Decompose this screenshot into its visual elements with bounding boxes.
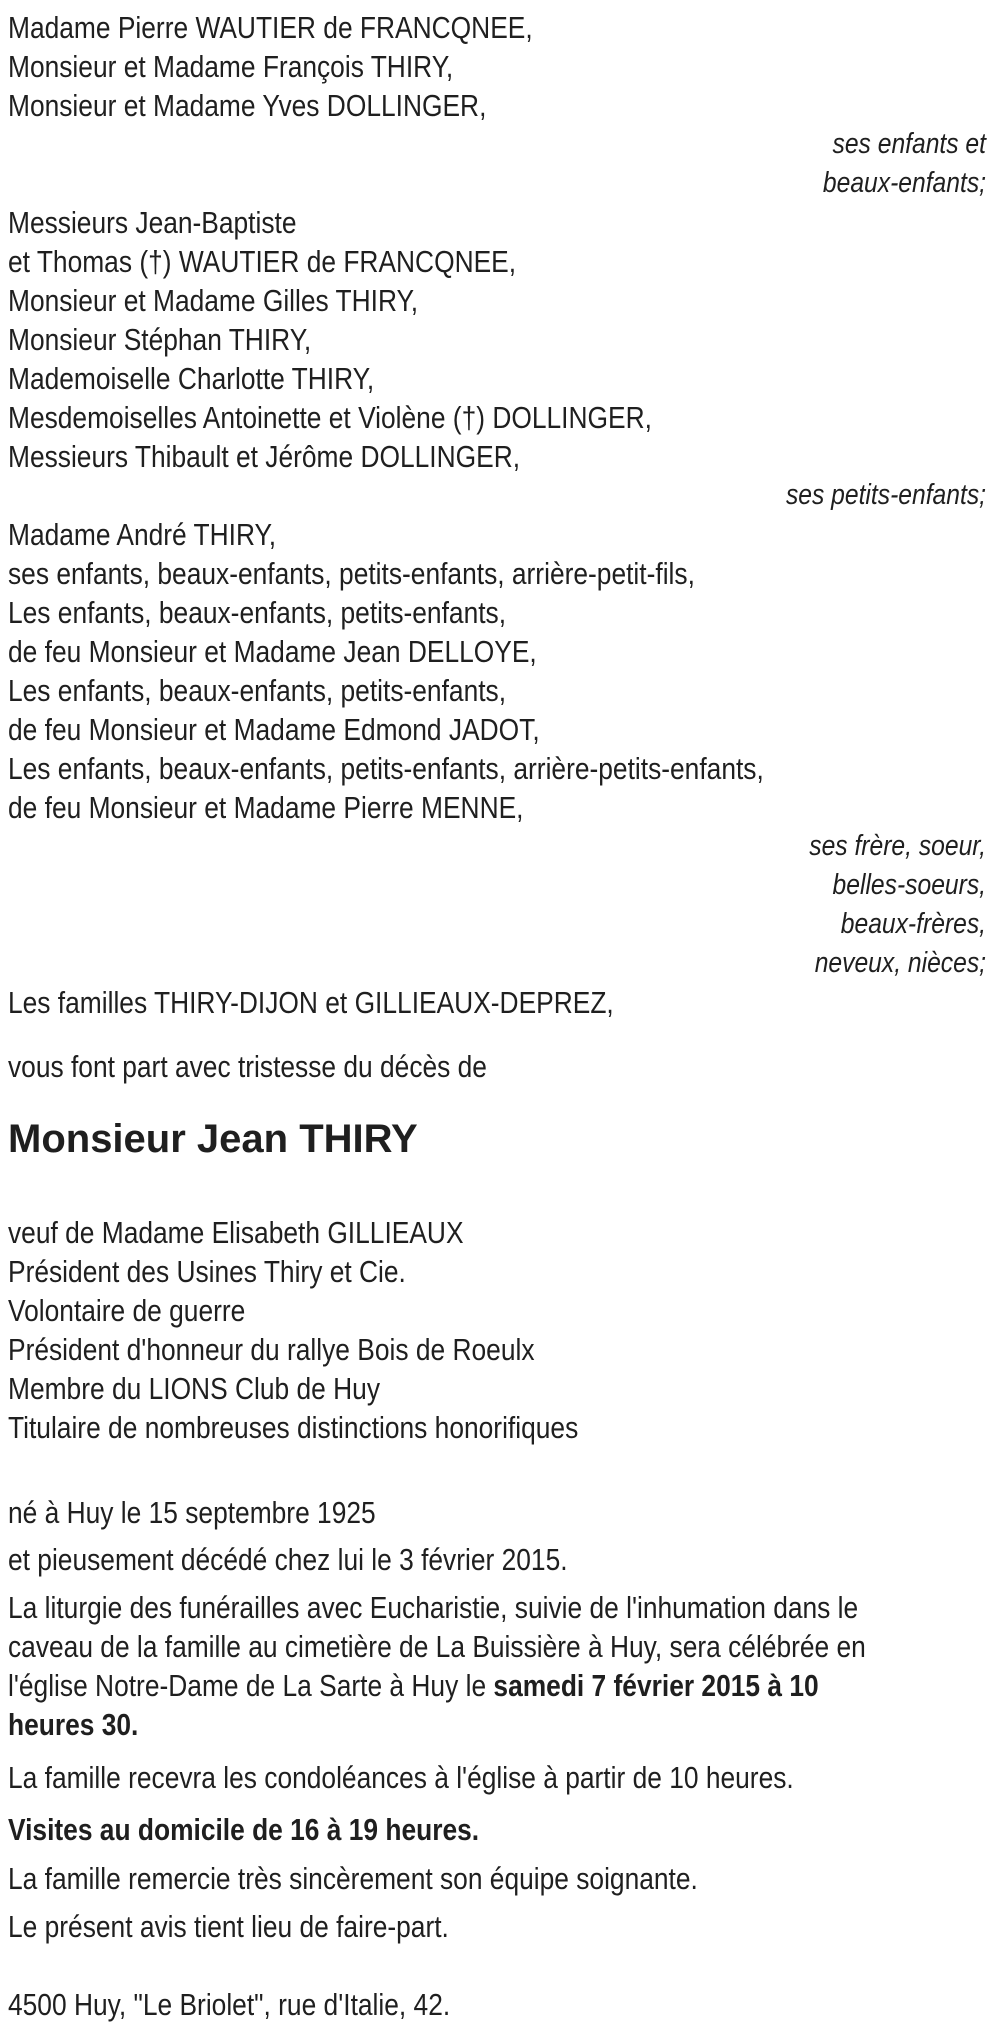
relation-caption: belles-soeurs, (832, 869, 986, 901)
ceremony-line: La liturgie des funérailles avec Eucharistie, suivie de l'inhumation dans le (8, 1590, 859, 1625)
announcer-line: Mademoiselle Charlotte THIRY, (8, 361, 375, 396)
thanks-line: La famille remercie très sincèrement son équipe soignante. (8, 1861, 698, 1896)
bio-line: Volontaire de guerre (8, 1293, 246, 1328)
announcer-line: de feu Monsieur et Madame Jean DELLOYE, (8, 634, 537, 669)
announcer-line: Madame Pierre WAUTIER de FRANCQNEE, (8, 10, 533, 45)
death-line: et pieusement décédé chez lui le 3 février 2015. (8, 1542, 568, 1577)
announcer-line: de feu Monsieur et Madame Pierre MENNE, (8, 790, 524, 825)
deceased-name: Monsieur Jean THIRY (8, 1117, 418, 1161)
visits-line: Visites au domicile de 16 à 19 heures. (8, 1812, 480, 1847)
ceremony-time-bold: heures 30. (8, 1707, 139, 1742)
announcer-line: Messieurs Thibault et Jérôme DOLLINGER, (8, 439, 521, 474)
announcer-line: Monsieur et Madame Yves DOLLINGER, (8, 88, 487, 123)
ceremony-paragraph (8, 1588, 986, 1744)
announcer-line: Monsieur et Madame Gilles THIRY, (8, 283, 419, 318)
relation-caption: ses frère, soeur, (809, 830, 986, 862)
announcement-line: vous font part avec tristesse du décès de (8, 1049, 487, 1084)
announcer-line: Madame André THIRY, (8, 517, 277, 552)
announcer-line: Les enfants, beaux-enfants, petits-enfants, arrière-petits-enfants, (8, 751, 764, 786)
relation-caption: beaux-enfants; (822, 167, 986, 199)
announcer-line: ses enfants, beaux-enfants, petits-enfants, arrière-petit-fils, (8, 556, 695, 591)
announcer-line: Mesdemoiselles Antoinette et Violène (†) DOLLINGER, (8, 400, 652, 435)
condolences-line: La famille recevra les condoléances à l'église à partir de 10 heures. (8, 1760, 794, 1795)
birth-line: né à Huy le 15 septembre 1925 (8, 1495, 376, 1530)
bio-line: veuf de Madame Elisabeth GILLIEAUX (8, 1215, 464, 1250)
relation-caption: ses petits-enfants; (785, 479, 986, 511)
families-line: Les familles THIRY-DIJON et GILLIEAUX-DEPREZ, (8, 985, 614, 1020)
announcer-line: Monsieur Stéphan THIRY, (8, 322, 312, 357)
ceremony-line (8, 1666, 839, 1705)
announcer-line: Les enfants, beaux-enfants, petits-enfants, (8, 595, 507, 630)
announcer-line: Les enfants, beaux-enfants, petits-enfants, (8, 673, 507, 708)
announcer-line: Messieurs Jean-Baptiste (8, 205, 297, 240)
relation-caption: beaux-frères, (840, 908, 986, 940)
ceremony-date-bold: samedi 7 février 2015 à 10 (493, 1668, 819, 1703)
announcer-line: de feu Monsieur et Madame Edmond JADOT, (8, 712, 540, 747)
bio-line: Président d'honneur du rallye Bois de Roeulx (8, 1332, 535, 1367)
relation-caption: ses enfants et (832, 128, 986, 160)
address-line: 4500 Huy, "Le Briolet", rue d'Italie, 42. (8, 1987, 451, 2022)
relation-caption: neveux, nièces; (814, 947, 986, 979)
bio-line: Président des Usines Thiry et Cie. (8, 1254, 406, 1289)
ceremony-line: caveau de la famille au cimetière de La Buissière à Huy, sera célébrée en (8, 1629, 866, 1664)
announcer-line: et Thomas (†) WAUTIER de FRANCQNEE, (8, 244, 517, 279)
announcer-line: Monsieur et Madame François THIRY, (8, 49, 454, 84)
biography-block (8, 1213, 986, 1447)
bio-line: Membre du LIONS Club de Huy (8, 1371, 380, 1406)
notice-line: Le présent avis tient lieu de faire-part. (8, 1909, 449, 1944)
bio-line: Titulaire de nombreuses distinctions honorifiques (8, 1410, 579, 1445)
ceremony-line-regular: l'église Notre-Dame de La Sarte à Huy le (8, 1668, 487, 1703)
